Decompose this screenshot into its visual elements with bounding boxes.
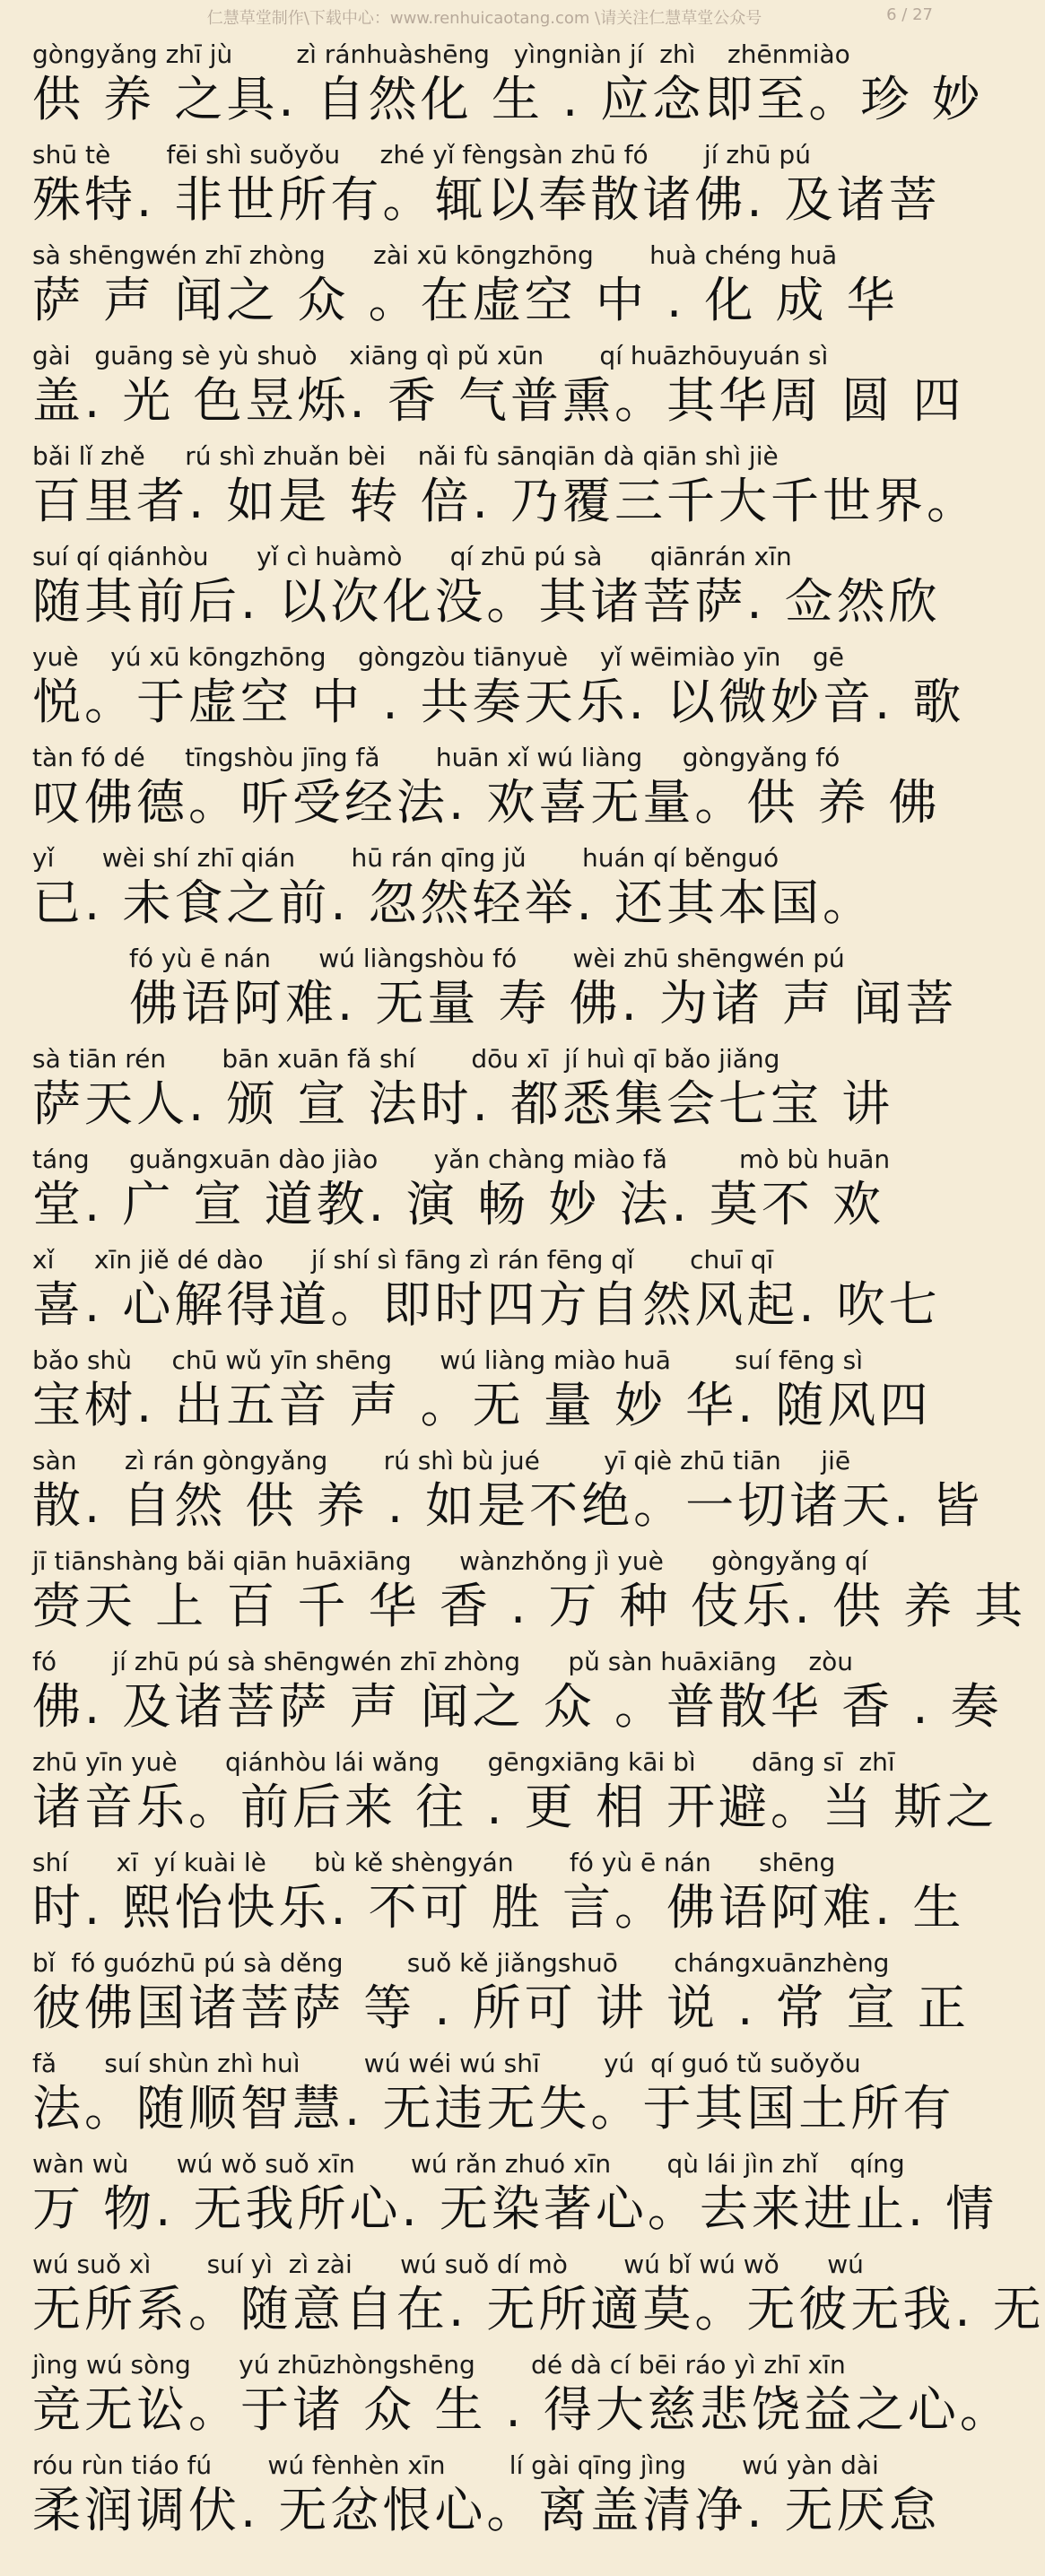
pinyin-line: fó yù ē nán wú liàngshòu fó wèi zhū shēngwén pú	[129, 944, 845, 973]
text-line	[32, 237, 938, 337]
hanzi-line: 赍天 上 百 千 华 香 . 万 种 伎乐. 供 养 其	[32, 1578, 1027, 1634]
text-line	[32, 639, 965, 739]
pinyin-line: sà tiān rén bān xuān fǎ shí dōu xī jí huì qī bǎo jiǎng	[32, 1044, 780, 1074]
hanzi-line: 诸音乐。前后来 往 . 更 相 开避。当 斯之	[32, 1779, 998, 1835]
text-line	[32, 2045, 955, 2145]
hanzi-line: 百里者. 如是 转 倍. 乃覆三千大千世界。	[32, 473, 979, 529]
text-line	[32, 337, 965, 438]
hanzi-line: 散. 自然 供 养 . 如是不绝。一切诸天. 皆	[32, 1477, 984, 1534]
text-line	[32, 1844, 965, 1945]
hanzi-line: 悦。于虚空 中 . 共奏天乐. 以微妙音. 歌	[32, 674, 965, 730]
page-header	[0, 0, 969, 39]
pinyin-line: róu rùn tiáo fú wú fènhèn xīn lí gài qīng jìng wú yàn dài	[32, 2450, 879, 2480]
hanzi-line: 时. 熙怡快乐. 不可 胜 言。佛语阿难. 生	[32, 1879, 965, 1936]
text-line	[32, 1442, 984, 1543]
pinyin-line: táng guǎngxuān dào jiào yǎn chàng miào fǎ mò bù huān	[32, 1144, 891, 1174]
pinyin-line: sà shēngwén zhī zhòng zài xū kōngzhōng huà chéng huā	[32, 240, 838, 270]
text-line	[32, 1141, 938, 1241]
pinyin-line: jī tiānshàng bǎi qiān huāxiāng wànzhǒng jì yuè gòngyǎng qí	[32, 1546, 868, 1576]
text-line	[32, 1744, 998, 1844]
text-line	[32, 1945, 970, 2045]
hanzi-line: 佛. 及诸菩萨 声 闻之 众 。普散华 香 . 奏	[32, 1678, 1003, 1735]
hanzi-line: 盖. 光 色昱烁. 香 气普熏。其华周 圆 四	[32, 372, 965, 429]
pinyin-line: sàn zì rán gòngyǎng rú shì bù jué yī qiè zhū tiān jiē	[32, 1446, 851, 1475]
pinyin-line: zhū yīn yuè qiánhòu lái wǎng gēngxiāng kāi bì dāng sī zhī	[32, 1747, 895, 1777]
hanzi-line: 柔润调伏. 无忿恨心。离盖清净. 无厌怠	[32, 2482, 941, 2538]
pinyin-line: yǐ wèi shí zhī qián hū rán qīng jǔ huán qí běnguó	[32, 843, 779, 873]
hanzi-line: 殊特. 非世所有。辄以奉散诸佛. 及诸菩	[32, 171, 941, 228]
pinyin-line: shí xī yí kuài lè bù kě shèngyán fó yù ē nán shēng	[32, 1848, 836, 1877]
hanzi-line: 宝树. 出五音 声 。无 量 妙 华. 随风四	[32, 1377, 932, 1433]
pinyin-line: wú suǒ xì suí yì zì zài wú suǒ dí mò wú bǐ wú wǒ wú	[32, 2250, 864, 2279]
text-line	[32, 1643, 1003, 1744]
hanzi-line: 法。随顺智慧. 无违无失。于其国土所有	[32, 2080, 955, 2137]
pinyin-line: fó jí zhū pú sà shēngwén zhī zhòng pǔ sàn huāxiāng zòu	[32, 1647, 854, 1676]
hanzi-line: 无所系。随意自在. 无所適莫。无彼无我. 无	[32, 2281, 1045, 2337]
page-number: 6 / 27	[886, 5, 933, 24]
hanzi-line: 彼佛国诸菩萨 等 . 所可 讲 说 . 常 宣 正	[32, 1980, 970, 2036]
text-line	[32, 1342, 938, 1442]
pinyin-line: bǎo shù chū wǔ yīn shēng wú liàng miào huā suí fēng sì	[32, 1345, 864, 1375]
pinyin-line: wàn wù wú wǒ suǒ xīn wú rǎn zhuó xīn qù lái jìn zhǐ qíng	[32, 2149, 905, 2179]
hanzi-line: 喜. 心解得道。即时四方自然风起. 吹七	[32, 1276, 941, 1333]
text-line	[32, 2145, 998, 2246]
pinyin-line: bǐ fó guózhū pú sà děng suǒ kě jiǎngshuō chángxuānzhèng	[32, 1948, 890, 1978]
pinyin-line: tàn fó dé tīngshòu jīng fǎ huān xǐ wú liàng gòngyǎng fó	[32, 743, 840, 772]
text-line	[32, 538, 941, 639]
text-line	[32, 2447, 941, 2547]
text-line	[32, 36, 984, 136]
hanzi-line: 随其前后. 以次化没。其诸菩萨. 佥然欣	[32, 573, 941, 630]
text-line	[32, 940, 958, 1040]
pinyin-line: bǎi lǐ zhě rú shì zhuǎn bèi nǎi fù sānqiān dà qiān shì jiè	[32, 441, 779, 471]
pinyin-line: shū tè fēi shì suǒyǒu zhé yǐ fèngsàn zhū fó jí zhū pú	[32, 140, 811, 170]
pinyin-line: suí qí qiánhòu yǐ cì huàmò qí zhū pú sà qiānrán xīn	[32, 542, 792, 571]
hanzi-line: 萨天人. 颁 宣 法时. 都悉集会七宝 讲	[32, 1075, 894, 1132]
text-line	[32, 739, 941, 840]
text-line	[32, 136, 941, 237]
pinyin-line: xǐ xīn jiě dé dào jí shí sì fāng zì rán fēng qǐ chuī qī	[32, 1245, 774, 1275]
hanzi-line: 已. 未食之前. 忽然轻举. 还其本国。	[32, 875, 875, 931]
pinyin-line: yuè yú xū kōngzhōng gòngzòu tiānyuè yǐ wēimiào yīn gē	[32, 642, 844, 672]
hanzi-line: 叹佛德。听受经法. 欢喜无量。供 养 佛	[32, 774, 941, 831]
text-line	[32, 2246, 1045, 2346]
text-line	[32, 438, 979, 538]
hanzi-line: 竞无讼。于诸 众 生 . 得大慈悲饶益之心。	[32, 2381, 1012, 2438]
text-line	[32, 1040, 938, 1141]
pinyin-line: gài guāng sè yù shuò xiāng qì pǔ xūn qí huāzhōuyuán sì	[32, 341, 829, 370]
pinyin-line: gòngyǎng zhī jù zì ránhuàshēng yìngniàn jí zhì zhēnmiào	[32, 39, 850, 69]
scripture-text	[32, 36, 1045, 2547]
hanzi-line: 堂. 广 宣 道教. 演 畅 妙 法. 莫不 欢	[32, 1176, 884, 1232]
hanzi-line: 供 养 之具. 自然化 生 . 应念即至。珍 妙	[32, 71, 984, 127]
hanzi-line: 佛语阿难. 无量 寿 佛. 为诸 声 闻菩	[129, 975, 958, 1031]
text-line	[32, 840, 938, 940]
text-line	[32, 1241, 941, 1342]
text-line	[32, 1543, 1027, 1643]
pinyin-line: jìng wú sòng yú zhūzhòngshēng dé dà cí bēi ráo yì zhī xīn	[32, 2350, 846, 2380]
hanzi-line: 万 物. 无我所心. 无染著心。去来进止. 情	[32, 2180, 998, 2237]
text-line	[32, 2346, 1012, 2447]
header-source-text: 仁慧草堂制作\下载中心：www.renhuicaotang.com \请关注仁慧草堂公众号	[206, 9, 762, 28]
hanzi-line: 萨 声 闻之 众 。在虚空 中 . 化 成 华	[32, 272, 899, 328]
pinyin-line: fǎ suí shùn zhì huì wú wéi wú shī yú qí guó tǔ suǒyǒu	[32, 2049, 861, 2078]
